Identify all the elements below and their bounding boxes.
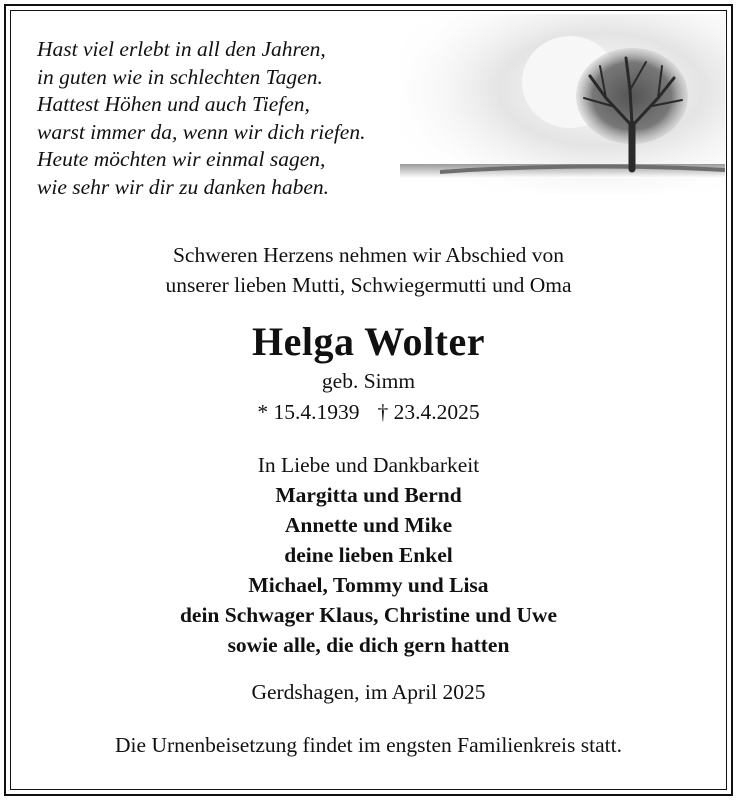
mourners-list bbox=[14, 450, 723, 660]
poem-line: warst immer da, wenn wir dich riefen. bbox=[37, 119, 366, 144]
life-dates bbox=[14, 398, 723, 426]
poem-line: Hattest Höhen und auch Tiefen, bbox=[37, 92, 310, 116]
mourner-line: dein Schwager Klaus, Christine und Uwe bbox=[179, 603, 558, 627]
poem-line: wie sehr wir dir zu danken haben. bbox=[37, 174, 330, 199]
death-date: † 23.4.2025 bbox=[377, 400, 480, 424]
intro-line: unserer lieben Mutti, Schwiegermutti und Oma bbox=[165, 273, 572, 297]
intro-line: Schweren Herzens nehmen wir Abschied von bbox=[172, 243, 565, 267]
deceased-name: Helga Wolter bbox=[252, 319, 485, 364]
place-date: Gerdshagen, im April 2025 bbox=[251, 680, 486, 704]
mourner-line: sowie alle, die dich gern hatten bbox=[227, 633, 510, 657]
mourner-line: deine lieben Enkel bbox=[284, 543, 453, 567]
burial-notice: Die Urnenbeisetzung findet im engsten Familienkreis statt. bbox=[115, 733, 622, 757]
poem-line: Heute möchten wir einmal sagen, bbox=[37, 147, 326, 171]
maiden-name: geb. Simm bbox=[321, 369, 416, 393]
poem bbox=[37, 36, 497, 201]
mourner-line: Michael, Tommy und Lisa bbox=[248, 573, 489, 597]
poem-line: in guten wie in schlechten Tagen. bbox=[37, 64, 323, 89]
intro-text bbox=[14, 240, 723, 300]
mourners-opening: In Liebe und Dankbarkeit bbox=[257, 453, 480, 477]
birth-date: * 15.4.1939 bbox=[257, 400, 360, 424]
mourner-line: Annette und Mike bbox=[284, 513, 453, 537]
mourner-line: Margitta und Bernd bbox=[275, 483, 462, 507]
poem-line: Hast viel erlebt in all den Jahren, bbox=[37, 37, 326, 61]
